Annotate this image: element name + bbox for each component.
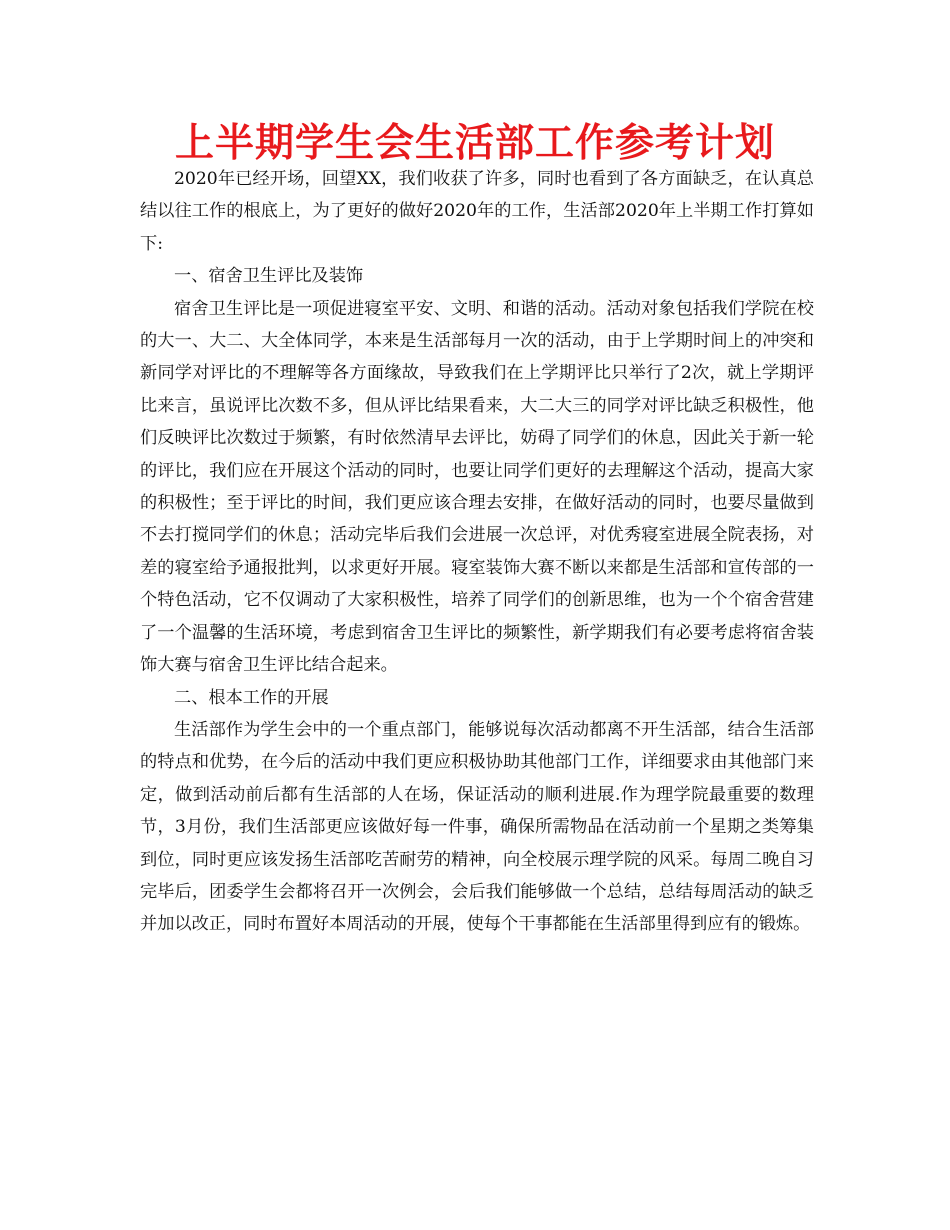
document-body [140, 163, 814, 941]
document-title: 上半期学生会生活部工作参考计划 [174, 121, 775, 166]
section-1-paragraph: 宿舍卫生评比是一项促进寝室平安、文明、和谐的活动。活动对象包括我们学院在校的大一、大二、大全体同学，本来是生活部每月一次的活动，由于上学期时间上的冲突和新同学对评比的不理解等各方面缘故，导致我们在上学期评比只举行了2次，就上学期评比来言，虽说评比次数不多，但从评比结果看来，大二大三的同学对评比缺乏积极性，他们反映评比次数过于频繁，有时依然清早去评比，妨碍了同学们的休息，因此关于新一轮的评比，我们应在开展这个活动的同时，也要让同学们更好的去理解这个活动，提高大家的积极性；至于评比的时间，我们更应该合理去安排，在做好活动的同时，也要尽量做到不去打搅同学们的休息；活动完毕后我们会进展一次总评，对优秀寝室进展全院表扬，对差的寝室给予通报批判，以求更好开展。寝室装饰大赛不断以来都是生活部和宣传部的一个特色活动，它不仅调动了大家积极性，培养了同学们的创新思维，也为一个个宿舍营建了一个温馨的生活环境，考虑到宿舍卫生评比的频繁性，新学期我们有必要考虑将宿舍装饰大赛与宿舍卫生评比结合起来。 [140, 298, 814, 676]
section-2-paragraph: 生活部作为学生会中的一个重点部门，能够说每次活动都离不开生活部，结合生活部的特点和优势，在今后的活动中我们更应积极协助其他部门工作，详细要求由其他部门来定，做到活动前后都有生活部的人在场，保证活动的顺利进展.作为理学院最重要的数理节，3月份，我们生活部更应该做好每一件事，确保所需物品在活动前一个星期之类筹集到位，同时更应该发扬生活部吃苦耐劳的精神，向全校展示理学院的风采。每周二晚自习完毕后，团委学生会都将召开一次例会，会后我们能够做一个总结，总结每周活动的缺乏并加以改正，同时布置好本周活动的开展，使每个干事都能在生活部里得到应有的锻炼。 [140, 719, 814, 935]
section-heading-1: 一、宿舍卫生评比及装饰 [174, 266, 364, 287]
intro-paragraph: 2020年已经开场，回望XX，我们收获了许多，同时也看到了各方面缺乏，在认真总结以往工作的根底上，为了更好的做好2020年的工作，生活部2020年上半期工作打算如下: [140, 169, 814, 254]
section-heading-2: 二、根本工作的开展 [174, 687, 329, 708]
